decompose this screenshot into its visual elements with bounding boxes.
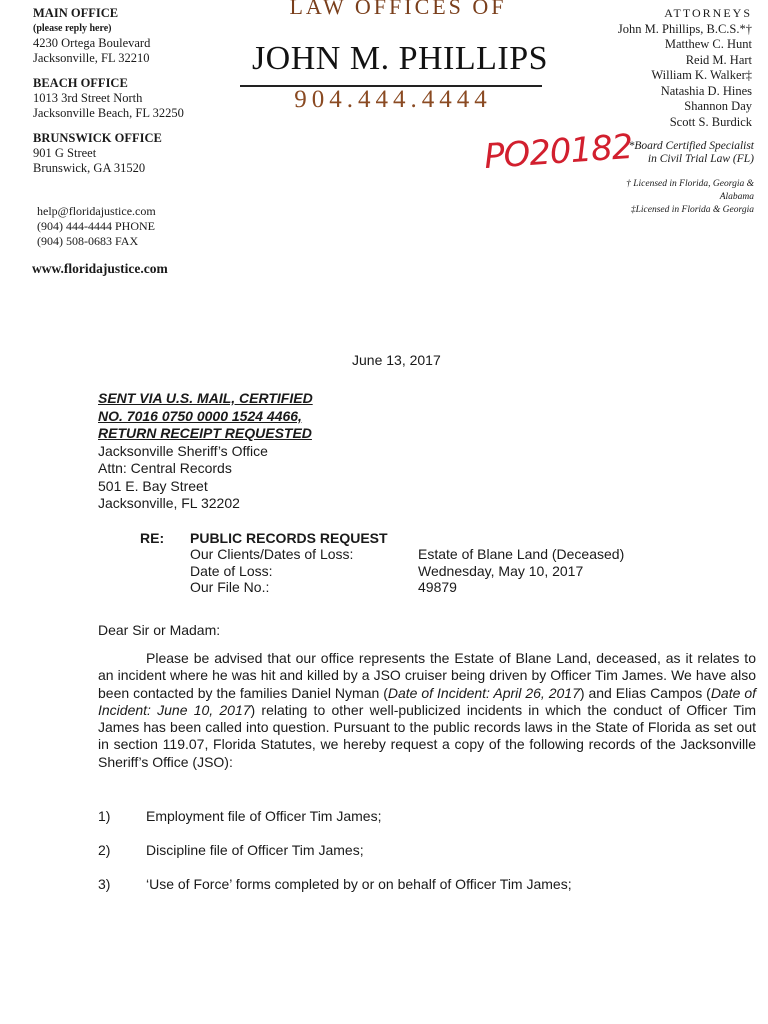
- list-number: 2): [98, 842, 111, 858]
- re-row-label: Our File No.:: [190, 579, 270, 595]
- re-row: [190, 579, 624, 596]
- main-office-line: Jacksonville, FL 32210: [33, 51, 150, 65]
- re-row-value: 49879: [418, 579, 457, 595]
- main-office: [33, 6, 184, 66]
- recipient-line: Attn: Central Records: [98, 460, 232, 476]
- reply-note: (please reply here): [33, 23, 112, 34]
- list-item: [98, 876, 572, 892]
- contact-email: help@floridajustice.com: [37, 204, 156, 218]
- website-link: www.floridajustice.com: [32, 261, 168, 276]
- attorney-name: Reid M. Hart: [685, 52, 752, 67]
- main-office-line: 4230 Ortega Boulevard: [33, 36, 151, 50]
- contact-phone: (904) 444-4444 PHONE: [37, 219, 155, 233]
- brunswick-office-line: 901 G Street: [33, 146, 97, 160]
- re-row-value: Estate of Blane Land (Deceased): [418, 546, 625, 562]
- para-text: ) relating to other well-publicized incidents in which the conduct of Officer Tim James has been called into question. Pursuant to the public records laws in the State of Florida as set out in section 119.07, Florida Statutes, we hereby request a copy of the following records of the Jacksonville Sheriff’s Office (JSO):: [98, 701, 756, 770]
- mail-method: SENT VIA U.S. MAIL, CERTIFIED: [98, 390, 313, 406]
- firm-phone: 904.444.4444: [294, 86, 492, 113]
- beach-office-line: 1013 3rd Street North: [33, 91, 143, 105]
- handwritten-stamp: PO20182: [482, 126, 634, 178]
- law-offices-heading: LAW OFFICES OF: [289, 0, 507, 19]
- beach-office-title: BEACH OFFICE: [33, 76, 128, 90]
- mailing-block: [98, 390, 313, 513]
- list-number: 1): [98, 808, 111, 824]
- contact-fax: (904) 508-0683 FAX: [37, 234, 139, 248]
- certified-number: NO. 7016 0750 0000 1524 4466,: [98, 407, 302, 424]
- brunswick-office-line: Brunswick, GA 31520: [33, 161, 146, 175]
- re-title: PUBLIC RECORDS REQUEST: [190, 530, 388, 546]
- office-addresses: [33, 6, 184, 186]
- para-italic: Date of Incident: June 10, 2017: [98, 684, 757, 718]
- attorney-name: John M. Phillips, B.C.S.*†: [617, 21, 752, 36]
- firm-name: JOHN M. PHILLIPS: [251, 40, 549, 77]
- re-row-label: Our Clients/Dates of Loss:: [190, 546, 354, 562]
- attorney-list: [618, 6, 752, 130]
- return-receipt: RETURN RECEIPT REQUESTED: [98, 425, 312, 441]
- re-row: [190, 563, 624, 580]
- attorney-name: William K. Walker‡: [651, 68, 752, 82]
- attorneys-heading: ATTORNEYS: [664, 6, 752, 20]
- board-certified-note: *Board Certified Specialist: [628, 140, 754, 152]
- para-text: Please be advised that our office represents the Estate of Blane Land, deceased, as it relates to an incident where he was hit and killed by a JSO cruiser being driven by Officer Tim James. We have also been contacted by the families Daniel Nyman (: [98, 650, 756, 701]
- list-text: Employment file of Officer Tim James;: [146, 808, 382, 824]
- body-paragraph: [98, 650, 756, 771]
- attorney-name: Shannon Day: [684, 99, 752, 113]
- licensed-note: Alabama: [719, 192, 754, 202]
- salutation: Dear Sir or Madam:: [98, 622, 221, 638]
- list-item: [98, 842, 364, 858]
- re-row-label: Date of Loss:: [190, 562, 273, 579]
- list-text: Discipline file of Officer Tim James;: [146, 842, 364, 858]
- attorney-name: Scott S. Burdick: [669, 114, 752, 129]
- para-italic: Date of Incident: April 26, 2017: [387, 684, 580, 701]
- beach-office: [33, 76, 184, 121]
- re-label: RE:: [140, 530, 165, 546]
- attorney-notes: [626, 140, 754, 217]
- attorney-name: Matthew C. Hunt: [664, 37, 752, 51]
- brunswick-office-title: BRUNSWICK OFFICE: [33, 131, 162, 145]
- main-office-title: MAIN OFFICE: [33, 6, 119, 20]
- brunswick-office: [33, 131, 184, 176]
- contact-info: [37, 204, 156, 249]
- re-details: [190, 546, 624, 596]
- list-number: 3): [98, 876, 111, 892]
- beach-office-line: Jacksonville Beach, FL 32250: [33, 106, 184, 120]
- re-row: [190, 546, 624, 563]
- recipient-line: Jacksonville, FL 32202: [98, 495, 240, 511]
- recipient-line: Jacksonville Sheriff’s Office: [98, 442, 268, 459]
- licensed-note: ‡Licensed in Florida & Georgia: [630, 205, 754, 215]
- letter-date: June 13, 2017: [352, 352, 441, 368]
- list-text: ‘Use of Force’ forms completed by or on behalf of Officer Tim James;: [146, 876, 572, 892]
- attorney-name: Natashia D. Hines: [660, 83, 752, 98]
- recipient-line: 501 E. Bay Street: [98, 477, 208, 494]
- licensed-note: † Licensed in Florida, Georgia &: [626, 179, 754, 189]
- para-text: ) and Elias Campos (: [579, 684, 711, 701]
- board-certified-note: in Civil Trial Law (FL): [647, 153, 754, 165]
- re-row-value: Wednesday, May 10, 2017: [418, 562, 584, 579]
- list-item: [98, 808, 381, 824]
